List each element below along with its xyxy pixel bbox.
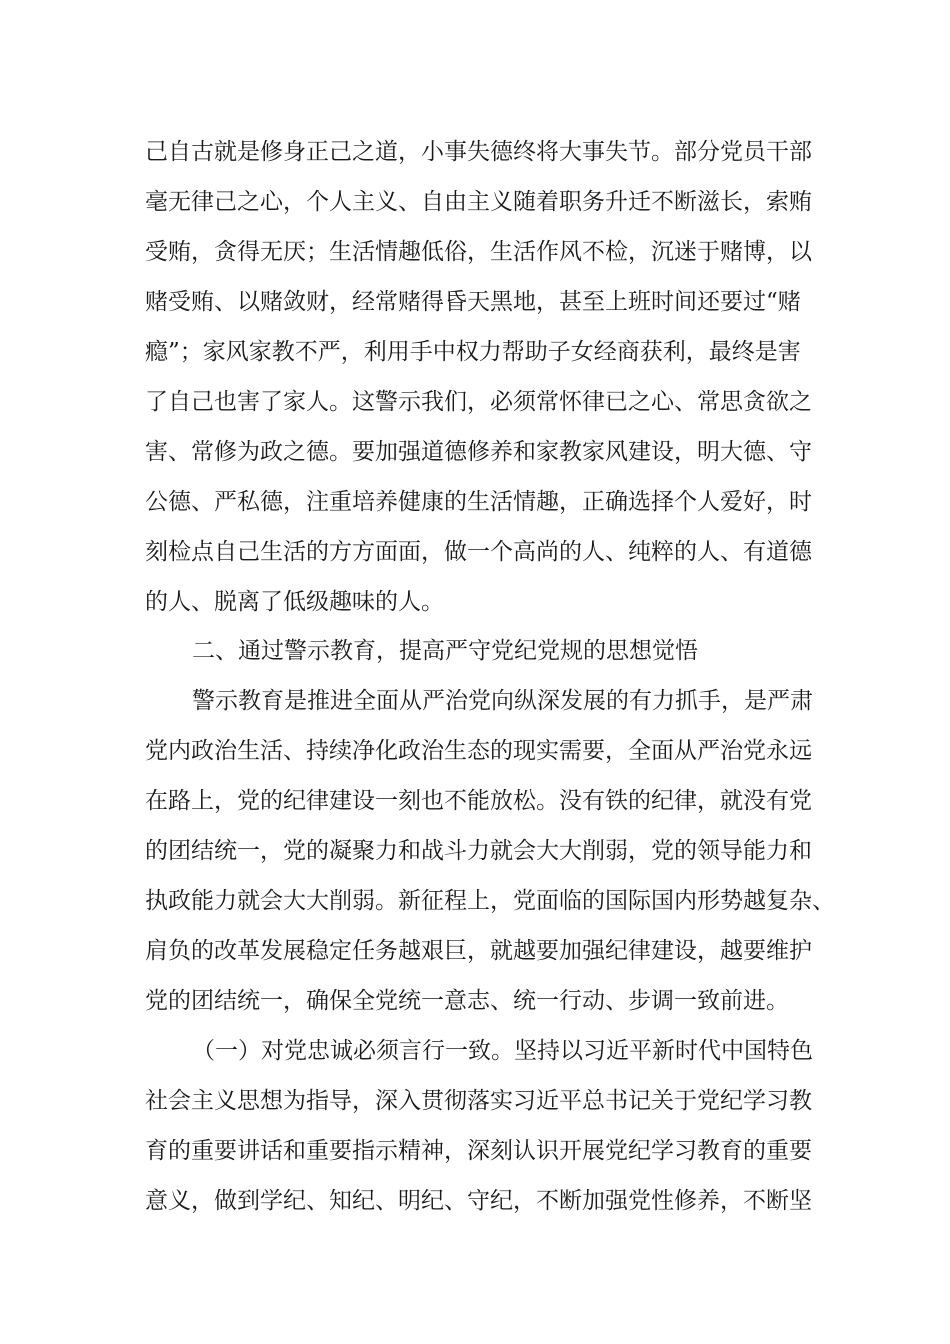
paragraph-line: 己自古就是修身正己之道，小事失德终将大事失节。部分党员干部 <box>145 139 812 165</box>
paragraph-line: 害、常修为政之德。要加强道德修养和家教家风建设，明大德、守 <box>145 439 812 465</box>
section-heading: 二、通过警示教育，提高严守党纪党规的思想觉悟 <box>192 638 698 664</box>
paragraph-line: 公德、严私德，注重培养健康的生活情趣，正确选择个人爱好，时 <box>145 489 812 515</box>
paragraph-line: （一）对党忠诚必须言行一致。坚持以习近平新时代中国特色 <box>192 1038 813 1064</box>
paragraph-line: 党的团结统一，确保全党统一意志、统一行动、步调一致前进。 <box>145 988 789 1014</box>
paragraph-line: 意义，做到学纪、知纪、明纪、守纪，不断加强党性修养，不断坚 <box>145 1188 812 1214</box>
paragraph-line: 赌受贿、以赌敛财，经常赌得昏天黑地，甚至上班时间还要过“赌 <box>145 289 801 315</box>
paragraph-line: 育的重要讲话和重要指示精神，深刻认识开展党纪学习教育的重要 <box>145 1138 812 1164</box>
paragraph-line: 刻检点自己生活的方方面面，做一个高尚的人、纯粹的人、有道德 <box>145 539 812 565</box>
paragraph-line: 瘾”；家风家教不严，利用手中权力帮助子女经商获利，最终是害 <box>145 339 801 365</box>
paragraph-line: 肩负的改革发展稳定任务越艰巨，就越要加强纪律建设，越要维护 <box>145 938 812 964</box>
paragraph-line: 在路上，党的纪律建设一刻也不能放松。没有铁的纪律，就没有党 <box>145 788 812 814</box>
paragraph-line: 了自己也害了家人。这警示我们，必须常怀律已之心、常思贪欲之 <box>145 389 812 415</box>
paragraph-line: 受贿，贪得无厌；生活情趣低俗，生活作风不检，沉迷于赌博，以 <box>145 239 812 265</box>
paragraph-line: 警示教育是推进全面从严治党向纵深发展的有力抓手，是严肃 <box>192 688 813 714</box>
paragraph-line: 党内政治生活、持续净化政治生态的现实需要，全面从严治党永远 <box>145 738 812 764</box>
paragraph-line: 执政能力就会大大削弱。新征程上，党面临的国际国内形势越复杂、 <box>145 888 835 914</box>
paragraph-line: 的人、脱离了低级趣味的人。 <box>145 589 444 615</box>
paragraph-line: 毫无律己之心，个人主义、自由主义随着职务升迁不断滋长，索贿 <box>145 189 812 215</box>
paragraph-line: 社会主义思想为指导，深入贯彻落实习近平总书记关于党纪学习教 <box>145 1088 812 1114</box>
paragraph-line: 的团结统一，党的凝聚力和战斗力就会大大削弱，党的领导能力和 <box>145 838 812 864</box>
